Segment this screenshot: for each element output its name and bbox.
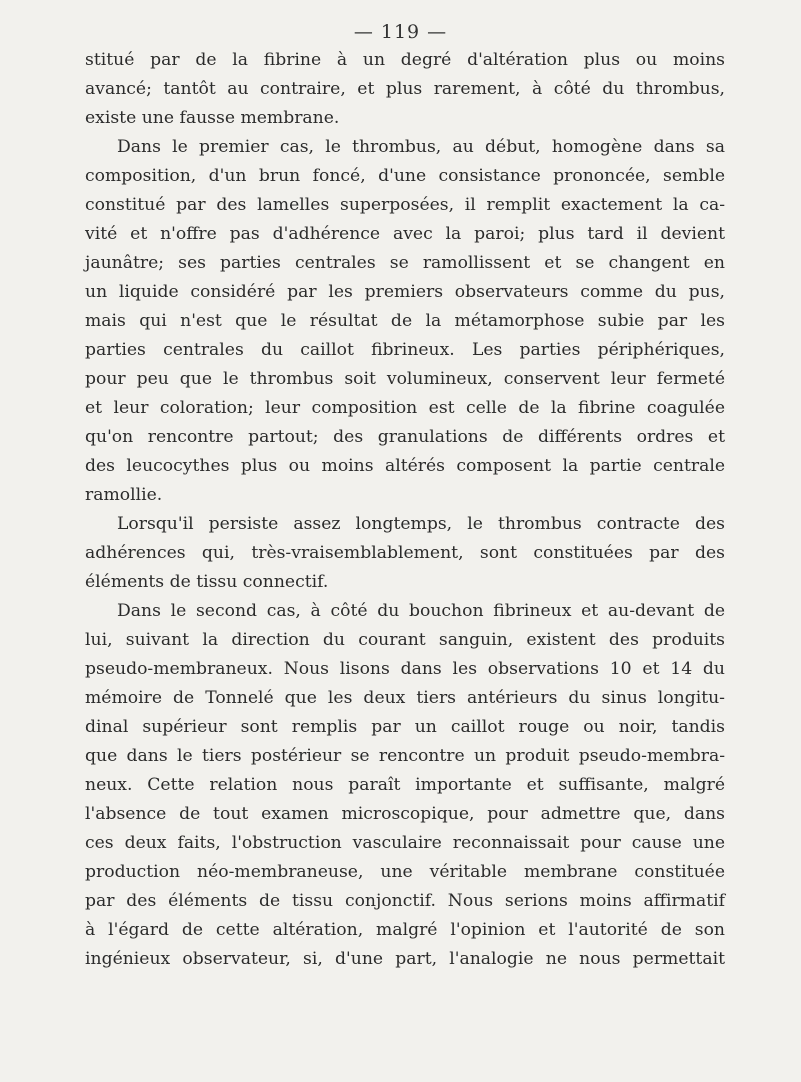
text-line: pour peu que le thrombus soit volumineux, conservent leur fermeté bbox=[85, 369, 725, 389]
text-line: ces deux faits, l'obstruction vasculaire reconnaissait pour cause une bbox=[85, 833, 725, 853]
text-line: ramollie. bbox=[85, 485, 163, 505]
text-line: que dans le tiers postérieur se rencontre un produit pseudo-membra- bbox=[85, 746, 725, 766]
text-line: des leucocythes plus ou moins altérés composent la partie centrale bbox=[85, 456, 725, 476]
text-line: mémoire de Tonnelé que les deux tiers antérieurs du sinus longitu- bbox=[85, 688, 725, 708]
text-line: mais qui n'est que le résultat de la métamorphose subie par les bbox=[85, 311, 725, 331]
text-line: un liquide considéré par les premiers observateurs comme du pus, bbox=[85, 282, 725, 302]
page-number-header: — 119 — bbox=[353, 21, 448, 43]
text-line: parties centrales du caillot fibrineux. Les parties périphériques, bbox=[85, 340, 725, 360]
text-line: existe une fausse membrane. bbox=[85, 108, 340, 128]
text-line: adhérences qui, très-vraisemblablement, sont constituées par des bbox=[85, 543, 725, 563]
text-line: par des éléments de tissu conjonctif. Nous serions moins affirmatif bbox=[85, 891, 725, 911]
text-line: ingénieux observateur, si, d'une part, l'analogie ne nous permettait bbox=[85, 949, 725, 969]
text-line: l'absence de tout examen microscopique, pour admettre que, dans bbox=[85, 804, 725, 824]
text-line: stitué par de la fibrine à un degré d'altération plus ou moins bbox=[85, 50, 725, 70]
text-line: neux. Cette relation nous paraît importante et suffisante, malgré bbox=[85, 775, 725, 795]
text-line: constitué par des lamelles superposées, il remplit exactement la ca- bbox=[85, 195, 725, 215]
text-line: avancé; tantôt au contraire, et plus rarement, à côté du thrombus, bbox=[85, 79, 725, 99]
text-line: éléments de tissu connectif. bbox=[85, 572, 329, 592]
text-line: dinal supérieur sont remplis par un caillot rouge ou noir, tandis bbox=[85, 717, 725, 737]
text-line: jaunâtre; ses parties centrales se ramollissent et se changent en bbox=[85, 253, 725, 273]
text-line: Dans le premier cas, le thrombus, au début, homogène dans sa bbox=[117, 137, 725, 157]
text-line: production néo-membraneuse, une véritable membrane constituée bbox=[85, 862, 725, 882]
text-line: qu'on rencontre partout; des granulations de différents ordres et bbox=[85, 427, 725, 447]
text-line: pseudo-membraneux. Nous lisons dans les observations 10 et 14 du bbox=[85, 659, 725, 679]
text-line: à l'égard de cette altération, malgré l'opinion et l'autorité de son bbox=[85, 920, 725, 940]
text-line: et leur coloration; leur composition est celle de la fibrine coagulée bbox=[85, 398, 725, 418]
text-line: vité et n'offre pas d'adhérence avec la paroi; plus tard il devient bbox=[85, 224, 725, 244]
text-line: composition, d'un brun foncé, d'une consistance prononcée, semble bbox=[85, 166, 725, 186]
body-text bbox=[85, 46, 725, 974]
text-line: lui, suivant la direction du courant sanguin, existent des produits bbox=[85, 630, 725, 650]
text-line: Lorsqu'il persiste assez longtemps, le thrombus contracte des bbox=[117, 514, 725, 534]
text-line: Dans le second cas, à côté du bouchon fibrineux et au-devant de bbox=[117, 601, 725, 621]
